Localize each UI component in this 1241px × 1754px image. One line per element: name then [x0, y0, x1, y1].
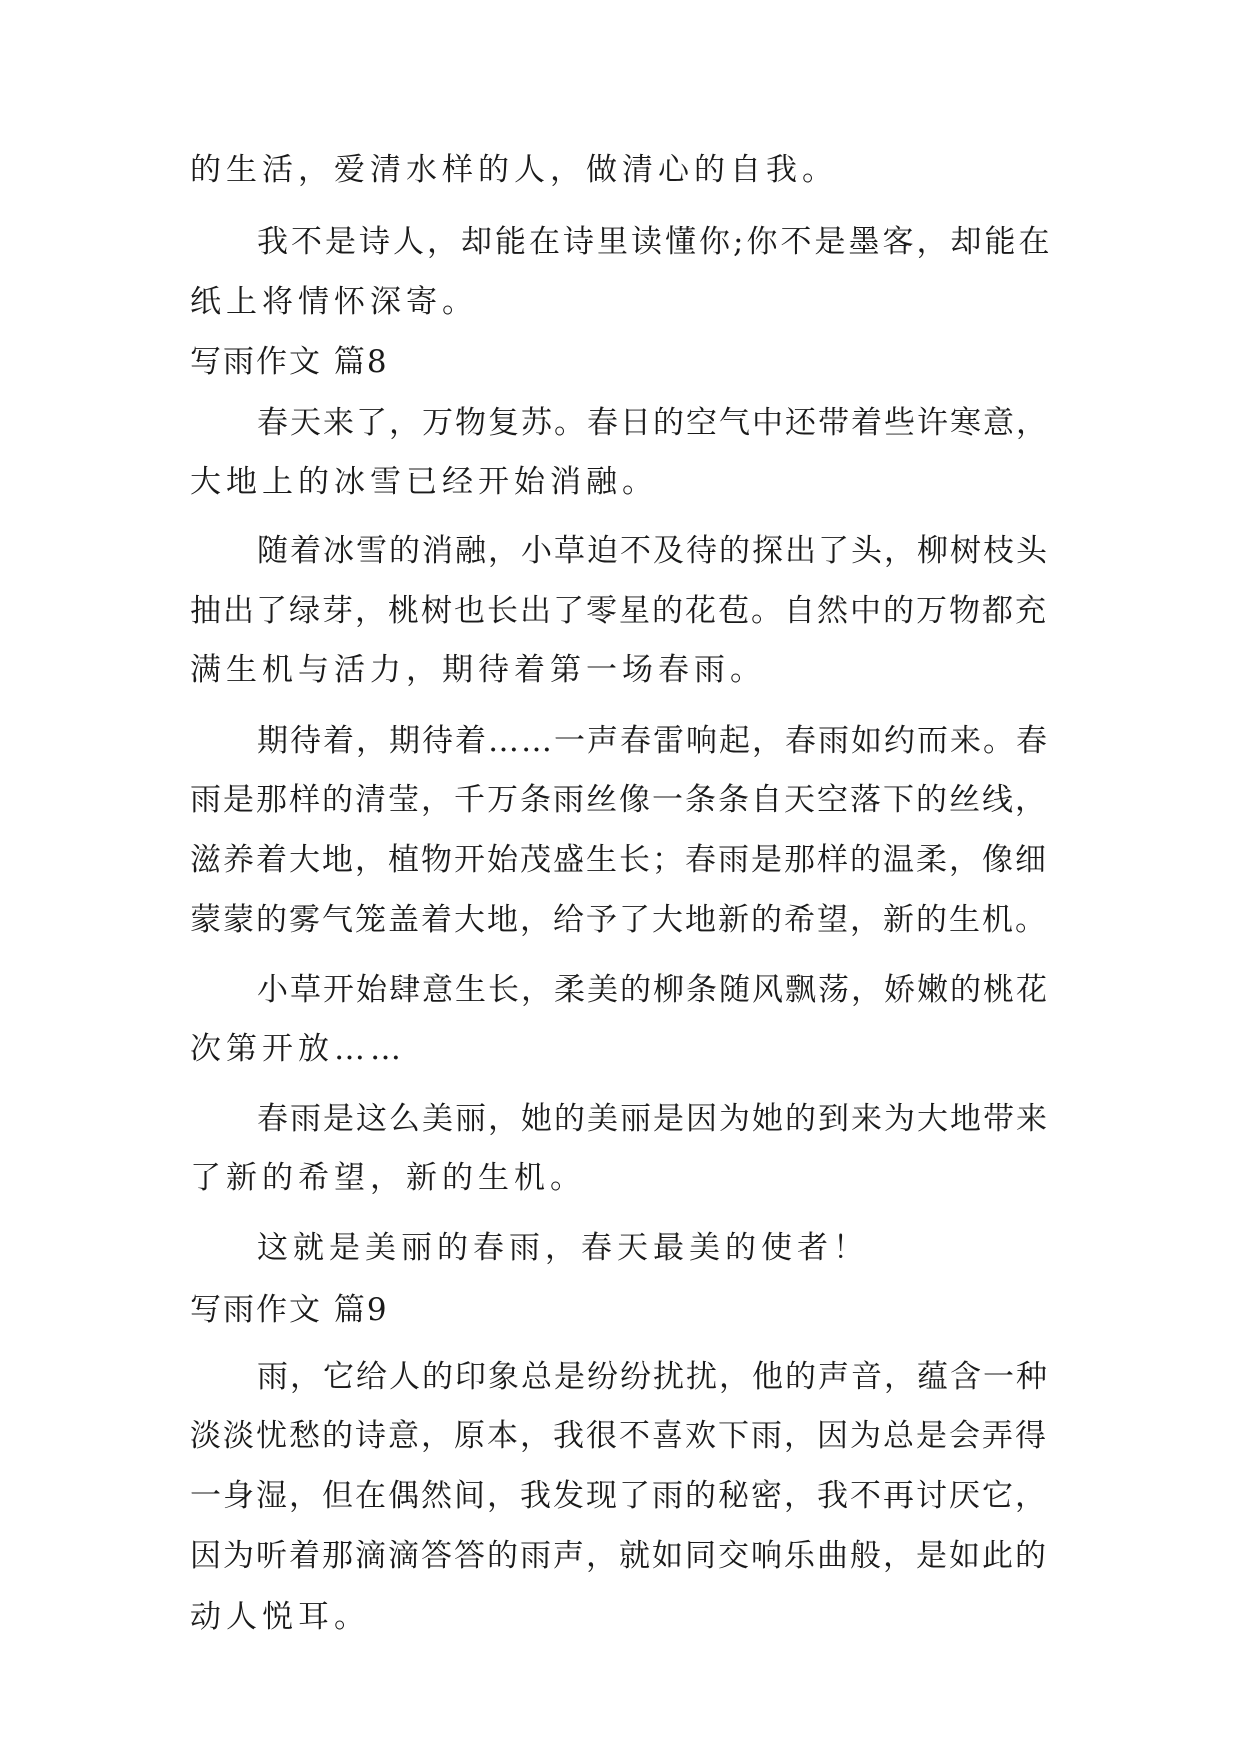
paragraph-line: 雨，它给人的印象总是纷纷扰扰，他的声音，蕴含一种 [257, 1359, 1049, 1395]
paragraph-line: 春天来了，万物复苏。春日的空气中还带着些许寒意， [257, 405, 1049, 441]
paragraph-line: 这就是美丽的春雨，春天最美的使者！ [257, 1230, 869, 1266]
paragraph-line: 大地上的冰雪已经开始消融。 [190, 464, 658, 500]
paragraph-line: 因为听着那滴滴答答的雨声，就如同交响乐曲般，是如此的 [190, 1538, 1048, 1574]
paragraph-line: 的生活，爱清水样的人，做清心的自我。 [190, 152, 838, 188]
paragraph-line: 一身湿，但在偶然间，我发现了雨的秘密，我不再讨厌它， [190, 1478, 1048, 1514]
paragraph-line: 了新的希望，新的生机。 [190, 1160, 586, 1196]
paragraph-line: 春雨是这么美丽，她的美丽是因为她的到来为大地带来 [257, 1101, 1049, 1137]
paragraph-line: 次第开放…… [190, 1031, 406, 1067]
section-heading-9: 写雨作文 篇9 [190, 1292, 389, 1328]
paragraph-line: 雨是那样的清莹，千万条雨丝像一条条自天空落下的丝线， [190, 782, 1048, 818]
paragraph-line: 满生机与活力，期待着第一场春雨。 [190, 652, 766, 688]
paragraph-line: 纸上将情怀深寄。 [190, 284, 478, 320]
paragraph-line: 随着冰雪的消融，小草迫不及待的探出了头，柳树枝头 [257, 533, 1049, 569]
paragraph-line: 蒙蒙的雾气笼盖着大地，给予了大地新的希望，新的生机。 [190, 902, 1048, 938]
paragraph-line: 我不是诗人，却能在诗里读懂你;你不是墨客，却能在 [257, 224, 1053, 260]
paragraph-line: 抽出了绿芽，桃树也长出了零星的花苞。自然中的万物都充 [190, 593, 1048, 629]
paragraph-line: 动人悦耳。 [190, 1599, 370, 1635]
paragraph-line: 淡淡忧愁的诗意，原本，我很不喜欢下雨，因为总是会弄得 [190, 1418, 1048, 1454]
section-heading-8: 写雨作文 篇8 [190, 344, 389, 380]
paragraph-line: 期待着，期待着……一声春雷响起，春雨如约而来。春 [257, 723, 1049, 759]
paragraph-line: 小草开始肆意生长，柔美的柳条随风飘荡，娇嫩的桃花 [257, 972, 1049, 1008]
paragraph-line: 滋养着大地，植物开始茂盛生长；春雨是那样的温柔，像细 [190, 842, 1048, 878]
